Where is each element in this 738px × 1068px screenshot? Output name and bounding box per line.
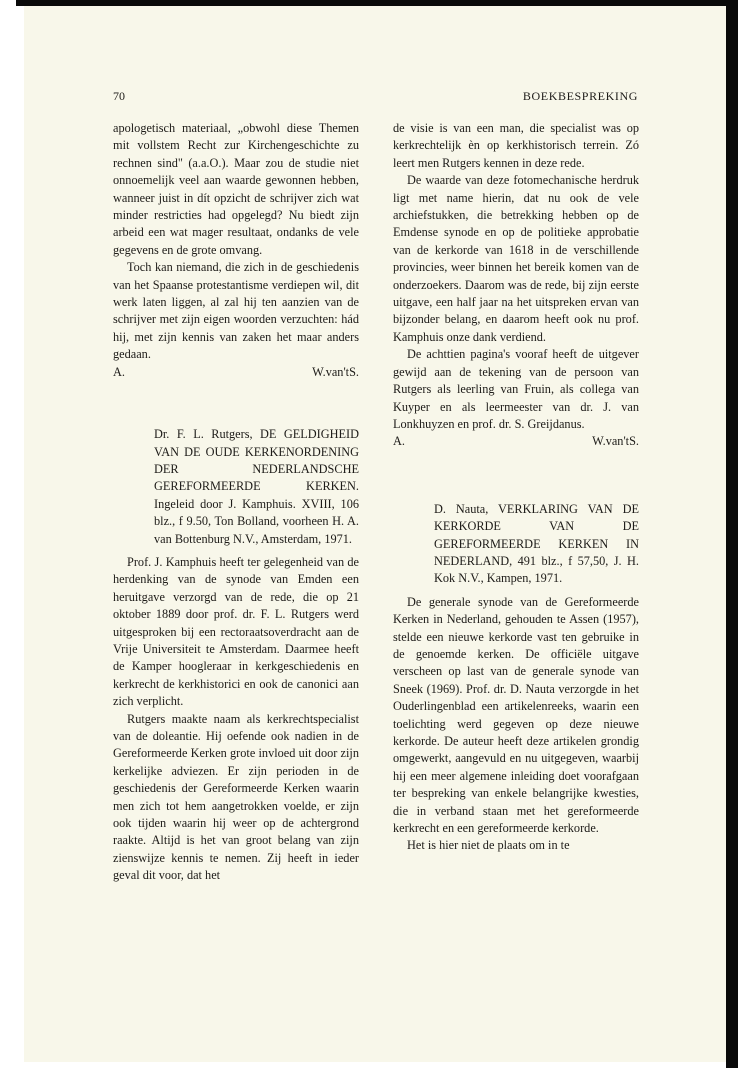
signature-author: W.van'tS. (312, 364, 359, 379)
left-paragraph-4: Rutgers maakte naam als kerkrechtspecialist van de doleantie. Hij oefende ook nadien in de Gereformeerde Kerken grote invloed uit door zijn kerkelijke adviezen. Er zijn perioden in de geschiedenis der Gereformeerde Kerken waarin men zich tot hem aangetrokken voelde, er zijn ook tijden waarin hij weer op de achtergrond raakte. Altijd is het van groot belang van zijn zienswijze kennis te nemen. Zij heeft in ieder geval dit voor, dat het (113, 711, 359, 883)
signature-author: W.van'tS. (592, 434, 639, 449)
book-reference-rutgers: Dr. F. L. Rutgers, DE GELDIGHEID VAN DE OUDE KERKENORDENING DER NEDERLANDSCHE GEREFORMEERDE KERKEN. Ingeleid door J. Kamphuis. XVIII, 106 blz., f 9.50, Ton Bolland, voorheen H. A. van Bottenburg N.V., Amsterdam, 1971. (154, 427, 359, 546)
running-header (113, 88, 638, 104)
review-signature-1 (113, 364, 359, 381)
right-paragraph-1: de visie is van een man, die specialist was op kerkrechtelijk èn op kerkhistorisch terrein. Zó leert men Rutgers kennen in deze rede. (393, 121, 639, 170)
left-paragraph-2: Toch kan niemand, die zich in de geschiedenis van het Spaanse protestantisme verdiepen wil, dit werk laten liggen, al zal hij ten aanzien van de schrijver met zijn eigen woorden verzuchten: hád hij, met zijn kennis van zaken het maar anders gedaan. (113, 260, 359, 362)
book-reference-nauta: D. Nauta, VERKLARING VAN DE KERKORDE VAN DE GEREFORMEERDE KERKEN IN NEDERLAND, 491 blz., f 57,50, J. H. Kok N.V., Kampen, 1971. (434, 501, 639, 586)
left-column (113, 120, 359, 885)
right-paragraph-5: Het is hier niet de plaats om in te (407, 838, 570, 853)
right-paragraph-2: De waarde van deze fotomechanische herdruk ligt met name hierin, dat nu ook de vele archiefstukken, die betrekking hebben op de Emdense synode en op de politieke approbatie van de kerkorde van 1618 in de verschillende provincies, weer binnen het bereik komen van de onderzoekers. Daarom was de rede, bij zijn eerste uitgave, een half jaar na het uitspreken ervan van bijzonder belang, en daarom heeft ook nu prof. Kamphuis onze dank verdiend. (393, 173, 639, 344)
left-paragraph-1: apologetisch materiaal, „obwohl diese Themen mit vollstem Recht zur Kirchengeschichte zu rechnen sind" (a.a.O.). Maar zou de studie niet onnoemelijk veel aan waarde gewonnen hebben, wanneer juist in dít opzicht de schrijver zich wat minder restricties had opgelegd? Nu biedt zijn arbeid een wat mager resultaat, ondanks de vele gegevens en de grote omvang. (113, 121, 359, 257)
right-paragraph-3: De achttien pagina's vooraf heeft de uitgever gewijd aan de tekening van de persoon van Rutgers als leerling van Fruin, als collega van Kuyper en als leermeester van dr. J. van Lonkhuyzen en prof. dr. S. Greijdanus. (393, 347, 639, 431)
running-head-title: BOEKBESPREKING (522, 89, 638, 103)
review-signature-2 (393, 433, 639, 450)
signature-initial: A. (113, 364, 125, 379)
right-column (393, 120, 639, 855)
right-paragraph-4: De generale synode van de Gereformeerde Kerken in Nederland, gehouden te Assen (1957), stelde een nieuwe kerkorde vast ten gebruike in de genoemde kerken. De officiële uitgave verscheen op last van de generale synode van Sneek (1969). Prof. dr. D. Nauta verzorgde in het Ouderlingenblad een artikelenreeks, waarin een toelichting werd gegeven op deze nieuwe kerkorde. De auteur heeft deze artikelen grondig omgewerkt, aangevuld en nu uitgegeven, waarbij hij een meer algemene inleiding doet voorafgaan ter bespreking van enkele belangrijke kwesties, die in verband staan met het gereformeerde kerkrecht en een gereformeerde kerkorde. (393, 594, 639, 836)
scan-border-right (726, 0, 738, 1068)
left-paragraph-3: Prof. J. Kamphuis heeft ter gelegenheid van de herdenking van de synode van Emden een heruitgave verzorgd van de rede, die op 21 oktober 1889 door prof. dr. F. L. Rutgers werd uitgesproken bij een rectoraatsoverdracht aan de Vrije Universiteit te Amsterdam. Daarmee heeft de Kamper hoogleraar in kerkgeschiedenis en kerkrecht de kerkhistorici en ook de canonici aan zich verplicht. (113, 554, 359, 709)
signature-initial: A. (393, 434, 405, 449)
page-number: 70 (113, 89, 125, 103)
